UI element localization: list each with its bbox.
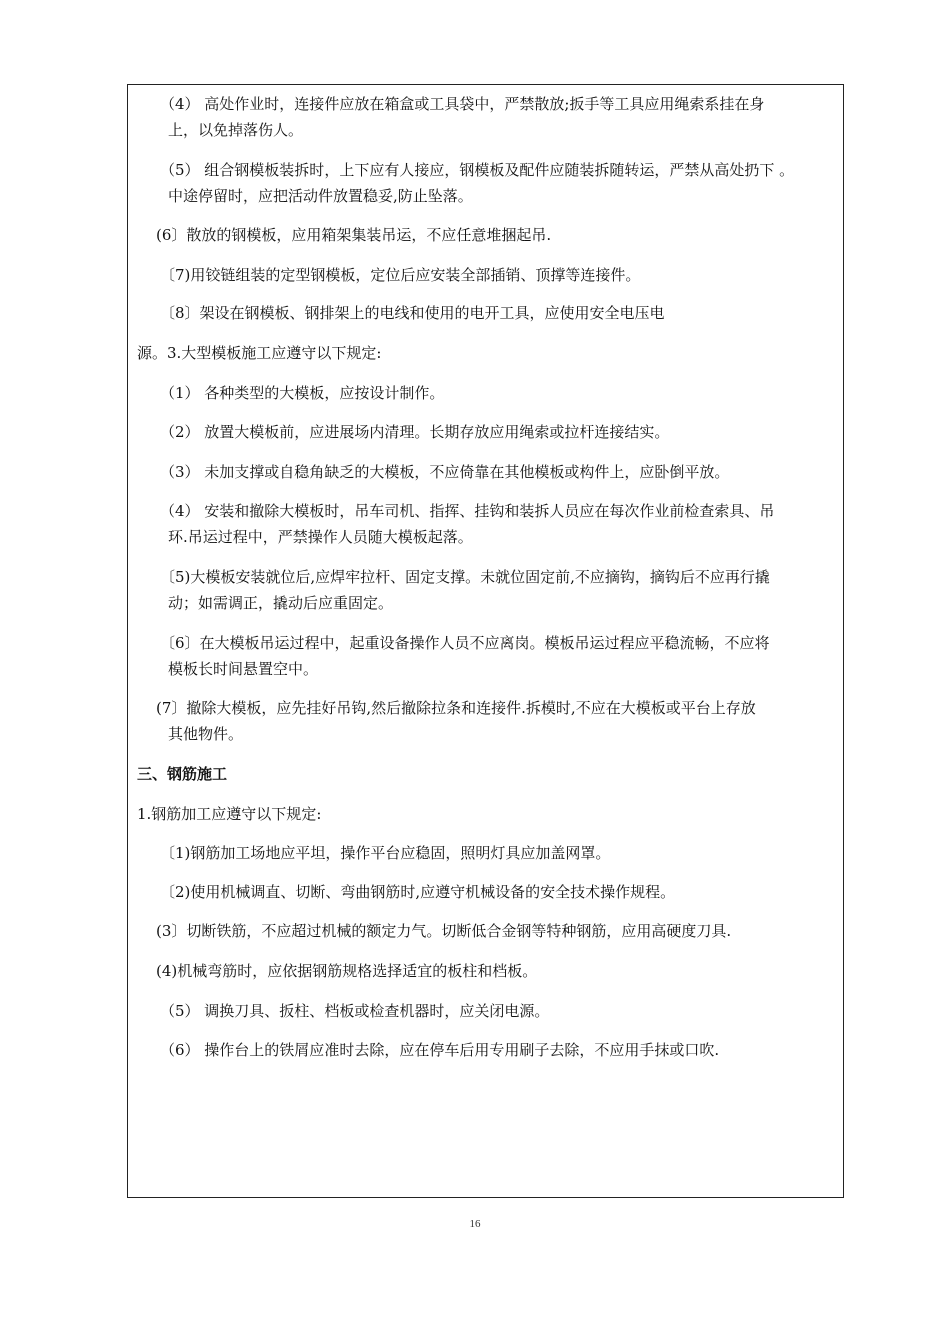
paragraph-line: 其他物件。 [168,725,244,743]
paragraph-line: （5） 组合钢模板装拆时，上下应有人接应，钢模板及配件应随装拆随转运，严禁从高处扔下 。 [160,161,795,179]
paragraph-line: （5） 调换刀具、扳柱、档板或检查机器时，应关闭电源。 [160,1002,550,1020]
paragraph-line: （4） 高处作业时，连接件应放在箱盒或工具袋中，严禁散放;扳手等工具应用绳索系挂在身 [160,95,765,113]
paragraph-line: 〔1)钢筋加工场地应平坦，操作平台应稳固，照明灯具应加盖网罩。 [160,844,611,862]
page-number: 16 [469,1218,481,1230]
paragraph-line: (7〕撤除大模板，应先挂好吊钩,然后撤除拉条和连接件.拆模时,不应在大模板或平台上存放 [156,699,756,717]
paragraph-line: 1.钢筋加工应遵守以下规定: [137,805,322,823]
paragraph-line: （4） 安装和撤除大模板时，吊车司机、指挥、挂钩和装拆人员应在每次作业前检查索具、吊 [160,502,775,520]
paragraph-line: 〔6〕在大模板吊运过程中，起重设备操作人员不应离岗。模板吊运过程应平稳流畅，不应将 [160,634,770,652]
paragraph-line: 〔2)使用机械调直、切断、弯曲钢筋时,应遵守机械设备的安全技术操作规程。 [160,883,676,901]
paragraph-line: 〔8〕架设在钢模板、钢排架上的电线和使用的电开工具，应使用安全电压电 [160,304,665,322]
paragraph-line: 源。3.大型模板施工应遵守以下规定: [137,344,382,362]
paragraph-line: (6〕散放的钢模板，应用箱架集装吊运，不应任意堆捆起吊. [156,226,552,244]
paragraph-line: 〔5)大模板安装就位后,应焊牢拉杆、固定支撑。未就位固定前,不应摘钩，摘钩后不应再行撬 [160,568,770,586]
paragraph-line: 中途停留时，应把活动件放置稳妥,防止坠落。 [168,187,473,205]
paragraph-line: 动；如需调正，撬动后应重固定。 [168,594,394,612]
paragraph-line: （6） 操作台上的铁屑应准时去除，应在停车后用专用刷子去除，不应用手抹或口吹. [160,1041,720,1059]
paragraph-line: 〔7)用铰链组装的定型钢模板，定位后应安装全部插销、顶撑等连接件。 [160,266,641,284]
paragraph-line: (3〕切断铁筋，不应超过机械的额定力气。切断低合金钢等特种钢筋，应用高硬度刀具. [156,922,732,940]
paragraph-line: (4)机械弯筋时，应依据钢筋规格选择适宜的板柱和档板。 [156,962,538,980]
paragraph-line: （2） 放置大模板前，应进展场内清理。长期存放应用绳索或拉杆连接结实。 [160,423,670,441]
paragraph-line: （3） 未加支撑或自稳角缺乏的大模板，不应倚靠在其他模板或构件上，应卧倒平放。 [160,463,730,481]
section-heading: 三、钢筋施工 [137,765,228,783]
paragraph-line: （1） 各种类型的大模板，应按设计制作。 [160,384,445,402]
paragraph-line: 环.吊运过程中，严禁操作人员随大模板起落。 [168,528,473,546]
paragraph-line: 模板长时间悬置空中。 [168,660,319,678]
paragraph-line: 上，以免掉落伤人。 [168,121,304,139]
